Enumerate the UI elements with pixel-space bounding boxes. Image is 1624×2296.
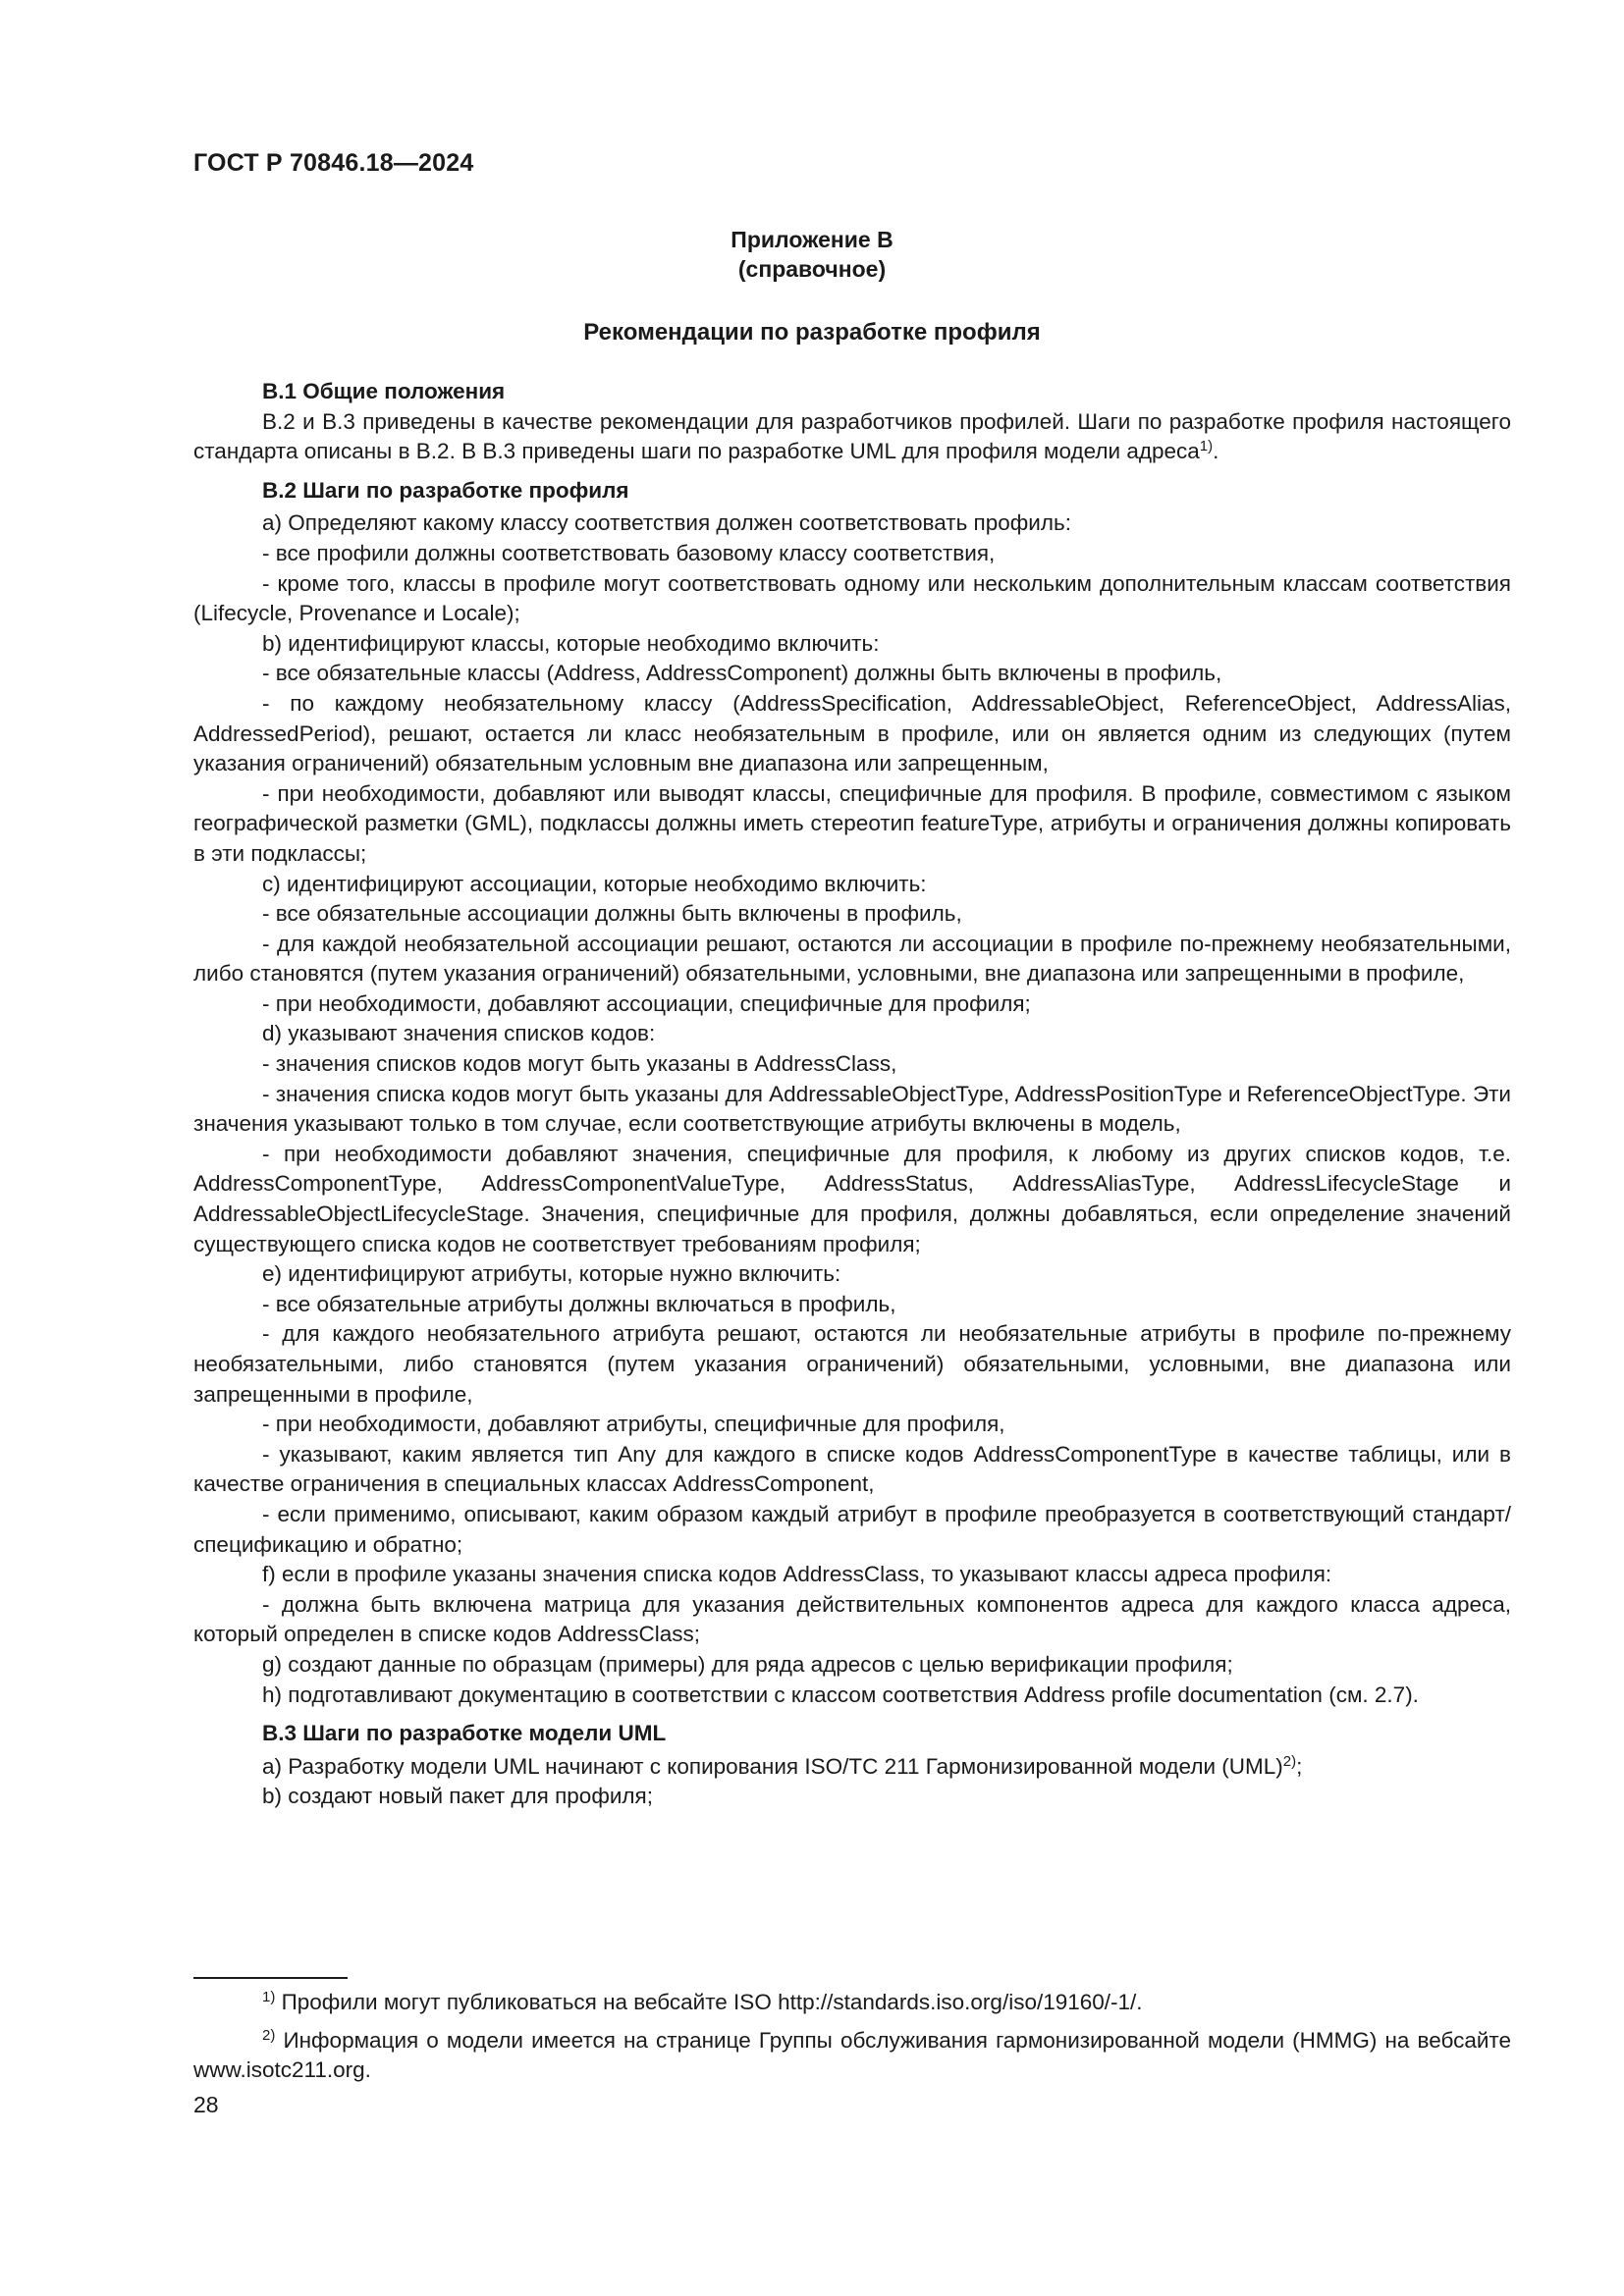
list-item: - все профили должны соответствовать базовому классу соответствия, — [262, 540, 996, 565]
section-b3-title: В.3 Шаги по разработке модели UML — [262, 1721, 667, 1746]
footnote-2-text: Информация о модели имеется на странице Группы обслуживания гармонизированной модели (HMMG) на вебсайте www.isotc211.org. — [193, 2027, 1511, 2083]
list-item: d) указывают значения списков кодов: — [262, 1021, 656, 1046]
list-item: - все обязательные классы (Address, AddressComponent) должны быть включены в профиль, — [262, 661, 1222, 686]
document-body — [193, 377, 1511, 1812]
footnote-ref-1: 1) — [1199, 438, 1214, 455]
list-item: - при необходимости, добавляют или выводят классы, специфичные для профиля. В профиле, совместимом с языком географической разметки (GML), подклассы должны иметь стереотип featureType, атрибуты и ограничения должны копировать в эти подклассы; — [193, 780, 1511, 866]
list-item: - значения списка кодов могут быть указаны для AddressableObjectType, AddressPositionType и ReferenceObjectType. Эти значения указывают только в том случае, если соответствующие атрибуты включены в модель, — [193, 1081, 1511, 1137]
list-item: с) идентифицируют ассоциации, которые необходимо включить: — [262, 871, 927, 896]
footnote-1-text: Профили могут публиковаться на вебсайте ISO http://standards.iso.org/iso/19160/-1/. — [275, 1990, 1143, 2014]
footnote-1-mark: 1) — [262, 1989, 276, 2005]
section-b3-item-a: а) Разработку модели UML начинают с копирования ISO/TC 211 Гармонизированной модели (UML) — [262, 1753, 1283, 1779]
section-b2-title: В.2 Шаги по разработке профиля — [262, 477, 629, 503]
list-item: h) подготавливают документацию в соответствии с классом соответствия Address profile documentation (см. 2.7). — [262, 1682, 1419, 1707]
footnote-2 — [193, 2026, 1511, 2086]
document-header: ГОСТ Р 70846.18—2024 — [193, 149, 474, 177]
list-item: - при необходимости добавляют значения, специфичные для профиля, к любому из других списков кодов, т.е. AddressComponentType, AddressComponentValueType, AddressStatus, AddressAliasType, AddressLifecycleStage и AddressableObjectLifecycleStage. Значения, специфичные для профиля, должны добавляться, если определение значений существующего списка кодов не соответствует требованиям профиля; — [193, 1141, 1511, 1256]
list-item: - указывают, каким является тип Any для каждого в списке кодов AddressComponentType в качестве таблицы, или в качестве ограничения в специальных классах AddressComponent, — [193, 1441, 1511, 1497]
list-item: b) идентифицируют классы, которые необходимо включить: — [262, 630, 880, 656]
list-item: - кроме того, классы в профиле могут соответствовать одному или нескольким дополнительным классам соответствия (Lifecycle, Provenance и Locale); — [193, 570, 1511, 626]
footnote-1 — [193, 1988, 1511, 2018]
list-item: - при необходимости, добавляют ассоциации, специфичные для профиля; — [262, 990, 1031, 1016]
list-item: е) идентифицируют атрибуты, которые нужно включить: — [262, 1261, 841, 1287]
appendix-title: Приложение В — [731, 227, 893, 252]
list-item: b) создают новый пакет для профиля; — [262, 1784, 653, 1809]
appendix-title-block — [0, 225, 1624, 284]
appendix-heading: Рекомендации по разработке профиля — [583, 319, 1041, 346]
list-item: - должна быть включена матрица для указания действительных компонентов адреса для каждого класса адреса, который определен в списке кодов AddressClass; — [193, 1591, 1511, 1647]
list-item: g) создают данные по образцам (примеры) для ряда адресов с целью верификации профиля; — [262, 1651, 1233, 1677]
section-b1-end: . — [1213, 439, 1219, 464]
list-item: - все обязательные ассоциации должны быть включены в профиль, — [262, 901, 962, 927]
section-b1-title: В.1 Общие положения — [262, 379, 506, 403]
section-b1-text: В.2 и В.3 приведены в качестве рекомендации для разработчиков профилей. Шаги по разработке профиля настоящего стандарта описаны в В.2. В В.3 приведены шаги по разработке UML для профиля модели адреса — [193, 408, 1511, 464]
list-item: - если применимо, описывают, каким образом каждый атрибут в профиле преобразуется в соответствующий стандарт/спецификацию и обратно; — [193, 1501, 1511, 1557]
list-item: а) Определяют какому классу соответствия должен соответствовать профиль: — [262, 510, 1071, 536]
list-item: - для каждого необязательного атрибута решают, остаются ли необязательные атрибуты в профиле по-прежнему необязательными, либо становятся (путем указания ограничений) обязательными, условными, вне диапазона или запрещенными в профиле, — [193, 1321, 1511, 1407]
list-item: - по каждому необязательному классу (AddressSpecification, AddressableObject, ReferenceObject, AddressAlias, AddressedPeriod), решают, остается ли класс необязательным в профиле, или он является одним из следующих (путем указания ограничений) обязательным условным вне диапазона или запрещенным, — [193, 690, 1511, 776]
footnote-divider — [193, 1977, 348, 1979]
list-item: - при необходимости, добавляют атрибуты, специфичные для профиля, — [262, 1412, 1005, 1437]
list-item: - значения списков кодов могут быть указаны в AddressClass, — [262, 1051, 897, 1077]
list-item: f) если в профиле указаны значения списка кодов AddressClass, то указывают классы адреса профиля: — [262, 1562, 1332, 1587]
list-item: - для каждой необязательной ассоциации решают, остаются ли ассоциации в профиле по-прежнему необязательными, либо становятся (путем указания ограничений) обязательными, условными, вне диапазона или запрещенными в профиле, — [193, 931, 1511, 987]
list-item: - все обязательные атрибуты должны включаться в профиль, — [262, 1291, 896, 1316]
footnotes — [193, 1988, 1511, 2094]
section-b3-item-a-end: ; — [1296, 1753, 1303, 1779]
page-number: 28 — [193, 2092, 219, 2117]
appendix-subtitle: (справочное) — [737, 256, 887, 282]
section-b1-paragraph — [193, 407, 1511, 467]
footnote-ref-2: 2) — [1282, 1752, 1297, 1770]
footnote-2-mark: 2) — [262, 2026, 276, 2044]
list-item — [193, 1752, 1511, 1783]
